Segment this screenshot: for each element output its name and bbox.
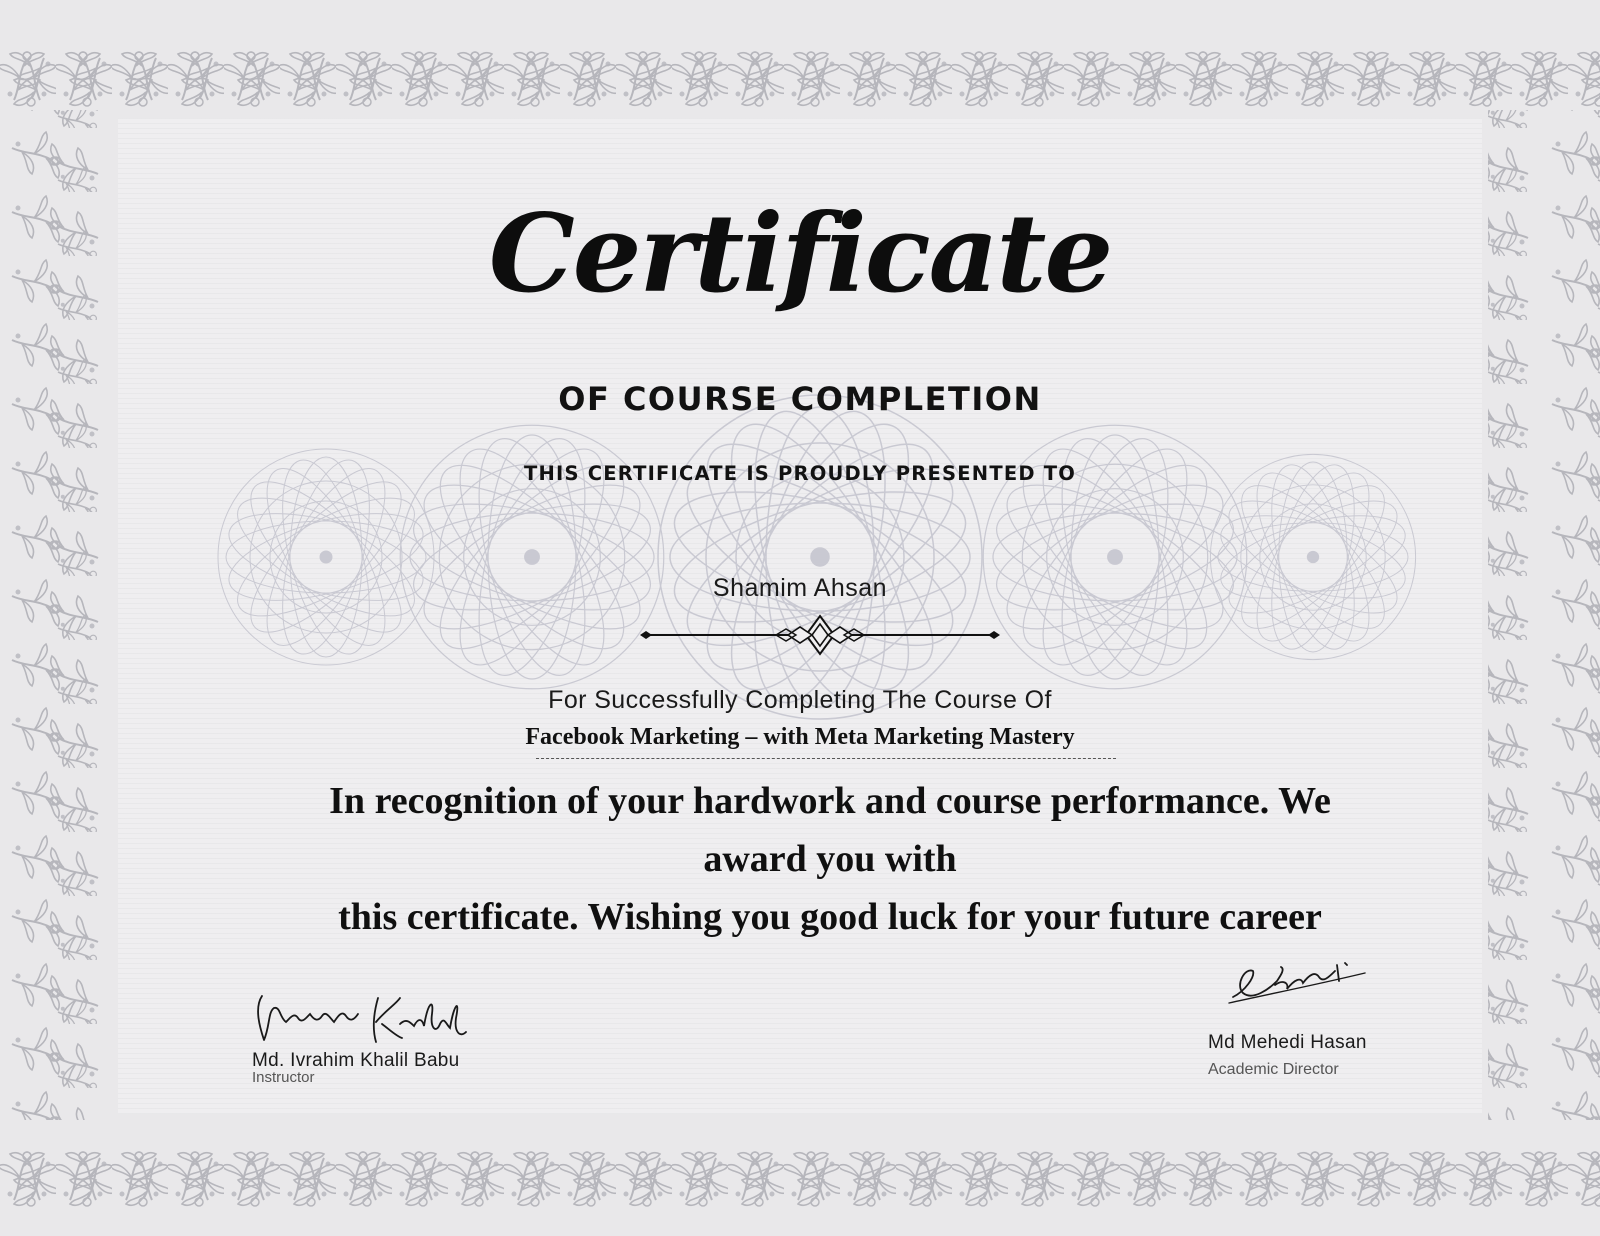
message-line-1: In recognition of your hardwork and course performance. We award you with xyxy=(329,780,1331,880)
director-name: Md Mehedi Hasan xyxy=(1208,1032,1367,1053)
message-line-2: this certificate. Wishing you good luck for your future career xyxy=(338,896,1322,938)
ornamental-divider xyxy=(640,610,1000,660)
recipient-name: Shamim Ahsan xyxy=(712,574,888,602)
instructor-signature xyxy=(250,988,470,1048)
course-underline xyxy=(536,758,1116,759)
course-name: Facebook Marketing – with Meta Marketing Mastery xyxy=(525,724,1075,750)
instructor-name: Md. Ivrahim Khalil Babu xyxy=(252,1050,460,1071)
instructor-role: Instructor xyxy=(252,1069,315,1086)
director-role: Academic Director xyxy=(1208,1061,1339,1078)
recognition-message xyxy=(280,772,1380,946)
certificate-subtitle: OF COURSE COMPLETION xyxy=(558,380,1042,418)
certificate-title: Certificate xyxy=(488,191,1112,317)
completion-text: For Successfully Completing The Course Of xyxy=(548,686,1052,714)
director-signature xyxy=(1225,955,1370,1015)
presented-to-text: THIS CERTIFICATE IS PROUDLY PRESENTED TO xyxy=(524,462,1076,485)
